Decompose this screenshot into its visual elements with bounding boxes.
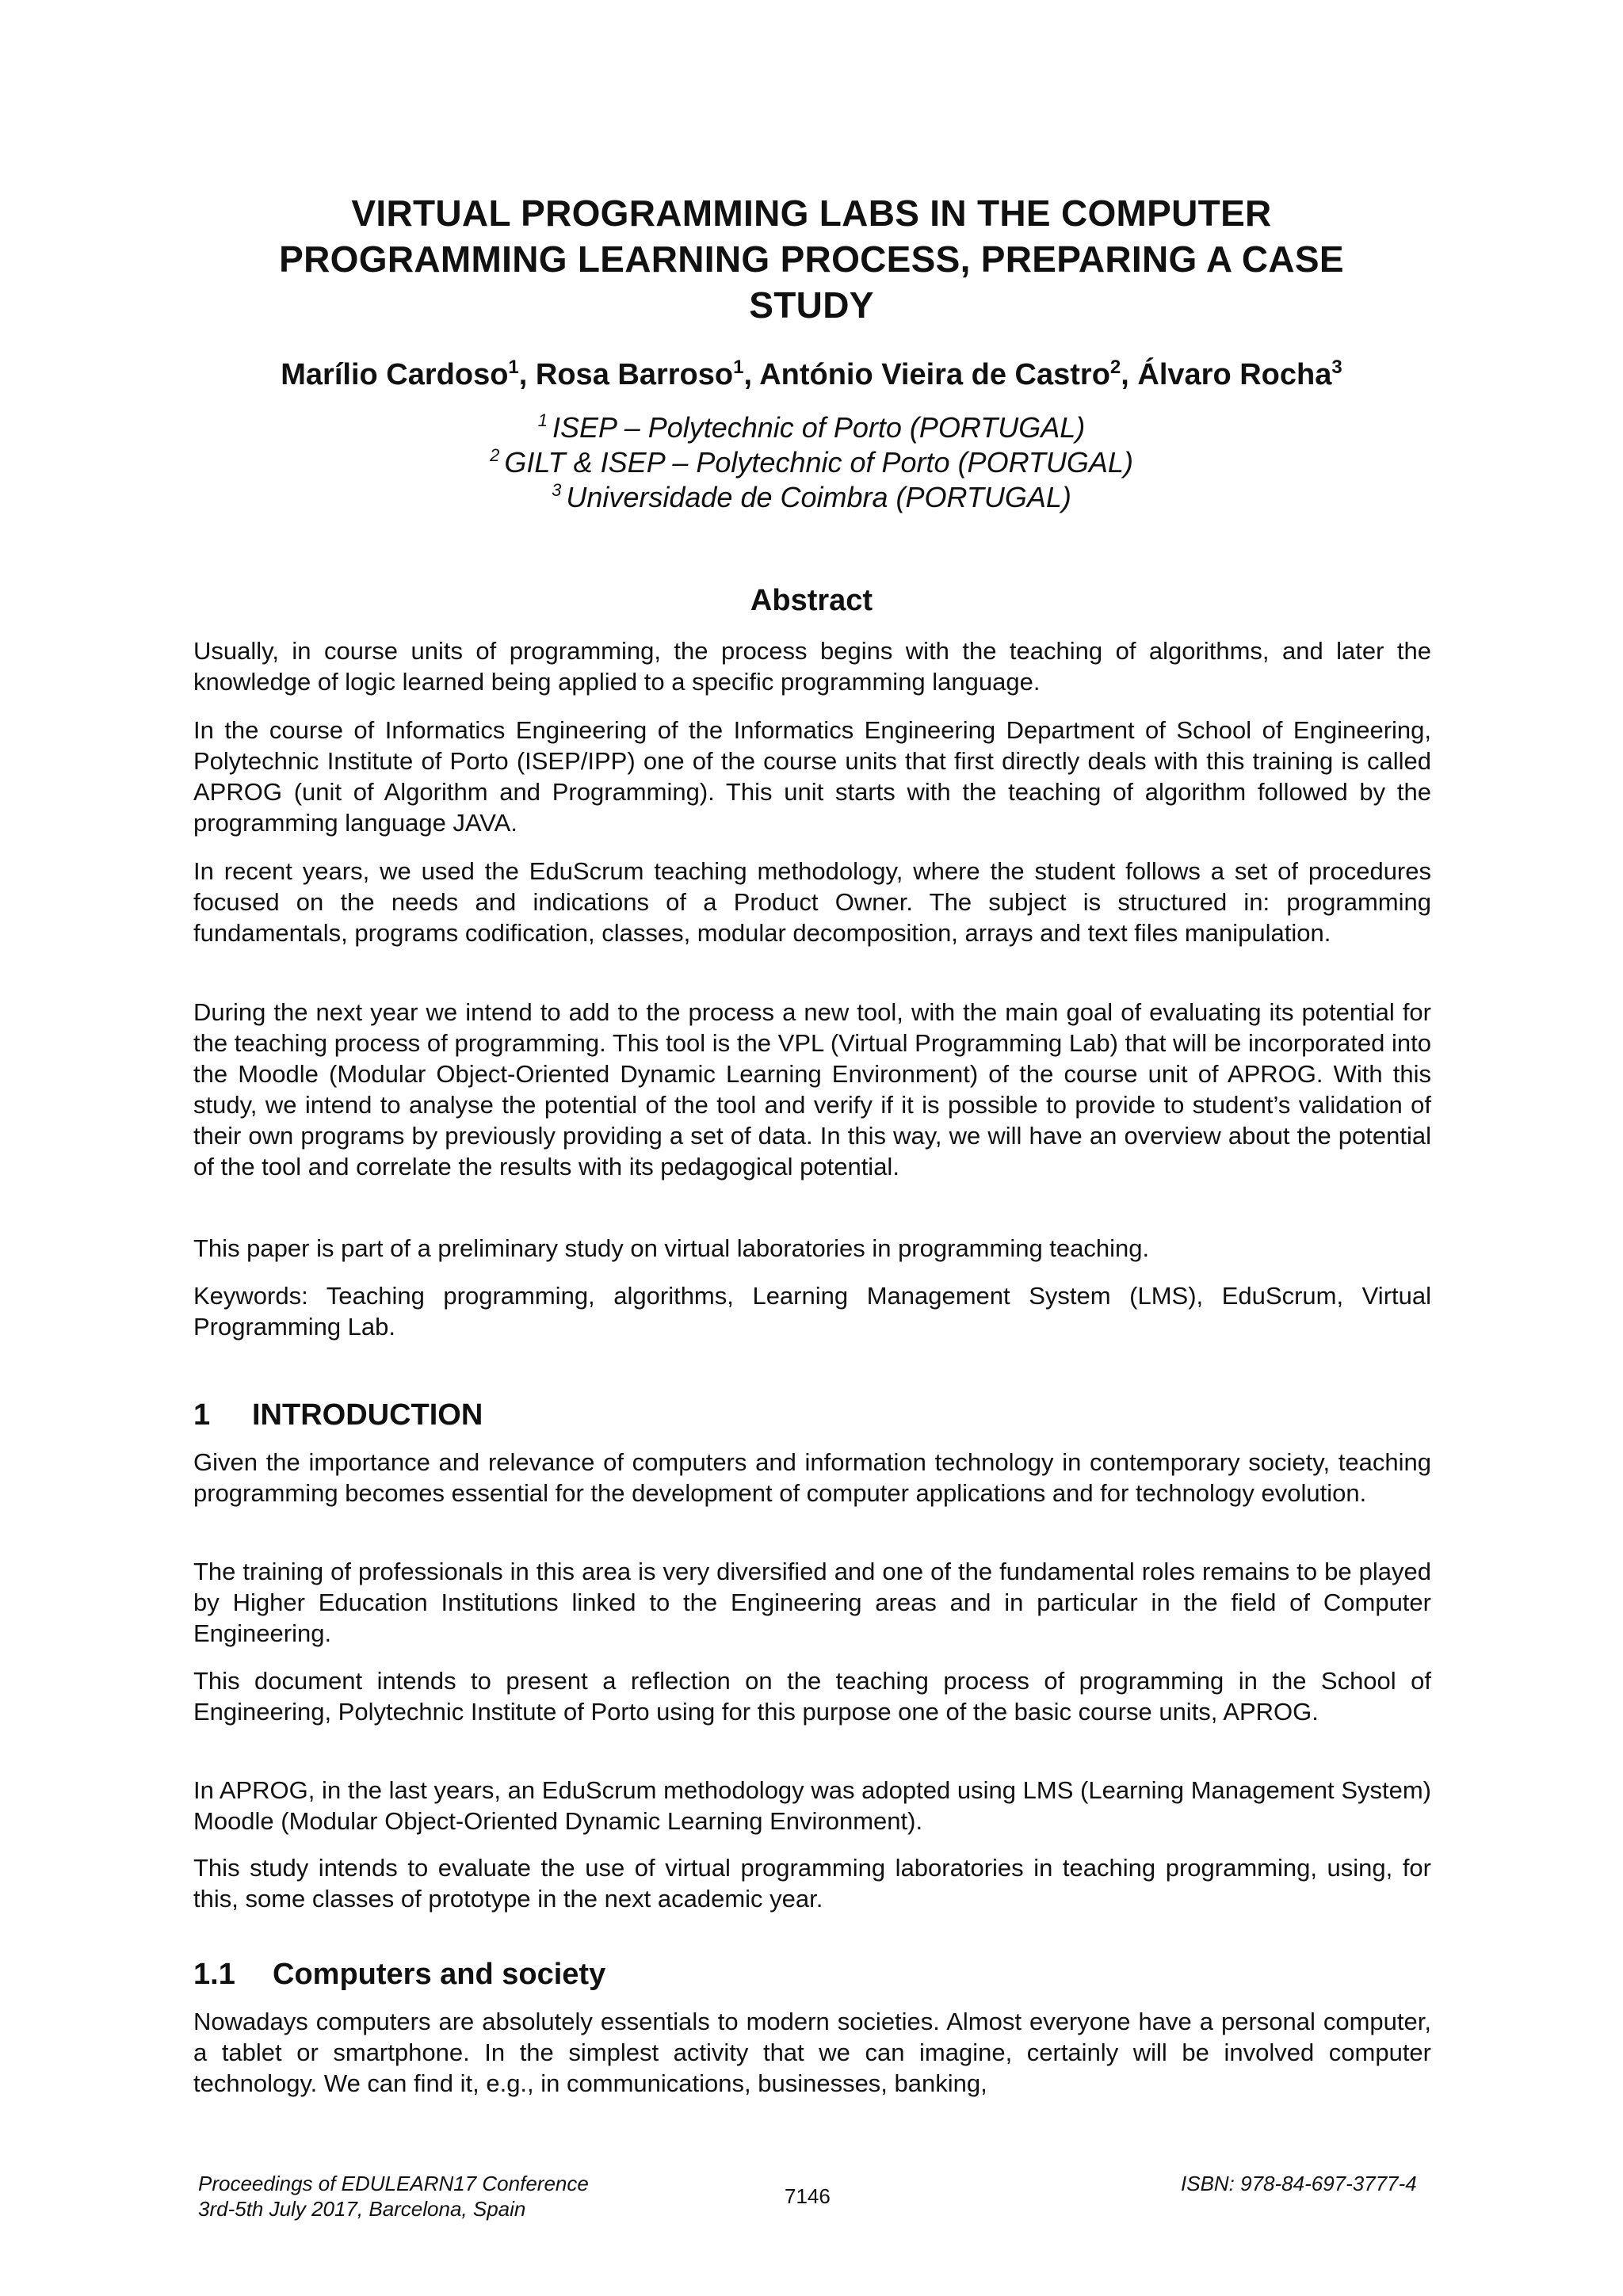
subsection-title: Computers and society [273,1958,606,1991]
subsection-heading [193,1955,605,1993]
affiliation-text: ISEP – Polytechnic of Porto (PORTUGAL) [552,411,1086,444]
footer-proceedings [198,2171,589,2222]
intro-paragraph: This study intends to evaluate the use of virtual programming laboratories in teaching programming, using, for this, some classes of prototype in the next academic year. [193,1854,1431,1913]
author-name: Rosa Barroso [535,358,734,391]
affiliation-list [190,410,1433,515]
abstract-paragraph: In recent years, we used the EduScrum teaching methodology, where the student follows a set of procedures focused on the needs and indications of a Product Owner. The subject is structured in: programming fundamentals, programs codification, classes, modular decomposition, arrays and text files manipulation. [193,857,1431,947]
author-affiliation-mark: 1 [508,357,519,378]
affiliation-text: GILT & ISEP – Polytechnic of Porto (PORTUGAL) [504,446,1133,479]
paper-title [190,190,1433,328]
affiliation-mark: 3 [552,480,562,500]
page-number: 7146 [785,2184,831,2208]
author-affiliation-mark: 2 [1109,357,1121,378]
affiliation-mark: 1 [537,410,548,430]
affiliation [190,410,1433,445]
author-separator: , [1121,358,1138,391]
author-separator: , [743,358,760,391]
affiliation [190,480,1433,515]
title-line: PROGRAMMING LEARNING PROCESS, PREPARING A CASE [279,238,1344,280]
keywords: Keywords: Teaching programming, algorithms, Learning Management System (LMS), EduScrum, Virtual Programming Lab. [193,1282,1431,1341]
abstract-paragraph: In the course of Informatics Engineering of the Informatics Engineering Department of School of Engineering, Polytechnic Institute of Porto (ISEP/IPP) one of the course units that first directly deals with this training is called APROG (unit of Algorithm and Programming). This unit starts with the teaching of algorithm followed by the programming language JAVA. [193,716,1431,837]
affiliation-text: Universidade de Coimbra (PORTUGAL) [566,481,1071,513]
affiliation [190,445,1433,480]
section-number: 1 [193,1398,211,1432]
title-line: VIRTUAL PROGRAMMING LABS IN THE COMPUTER [351,193,1272,234]
author-affiliation-mark: 3 [1331,357,1342,378]
subsection-paragraph: Nowadays computers are absolutely essentials to modern societies. Almost everyone have a personal computer, a tablet or smartphone. In the simplest activity that we can imagine, certainly will be involved computer technology. We can find it, e.g., in communications, businesses, banking, [193,2008,1431,2097]
footer-date-location: 3rd-5th July 2017, Barcelona, Spain [198,2197,526,2221]
author-affiliation-mark: 1 [733,357,744,378]
author-name: Marílio Cardoso [281,358,509,391]
abstract-heading: Abstract [750,584,873,617]
abstract-paragraph: During the next year we intend to add to the process a new tool, with the main goal of evaluating its potential for the teaching process of programming. This tool is the VPL (Virtual Programming Lab) that will be incorporated into the Moodle (Modular Object-Oriented Dynamic Learning Environment) of the course unit of APROG. With this study, we intend to analyse the potential of the tool and verify if it is possible to provide to student’s validation of their own programs by previously providing a set of data. In this way, we will have an overview about the potential of the tool and correlate the results with its pedagogical potential. [193,998,1431,1180]
intro-paragraph: Given the importance and relevance of computers and information technology in contemporary society, teaching programming becomes essential for the development of computer applications and for technology evolution. [193,1448,1431,1507]
abstract-paragraph: This paper is part of a preliminary study on virtual laboratories in programming teaching. [193,1234,1150,1262]
author-separator: , [518,358,536,391]
section-title: INTRODUCTION [252,1398,483,1432]
footer-isbn: ISBN: 978-84-697-3777-4 [1181,2172,1417,2195]
section-heading [193,1396,483,1434]
footer-conference: Proceedings of EDULEARN17 Conference [198,2172,589,2195]
author-list [190,355,1433,395]
abstract-paragraph: Usually, in course units of programming, the process begins with the teaching of algorithms, and later the knowledge of logic learned being applied to a specific programming language. [193,637,1431,696]
author-name: Álvaro Rocha [1137,358,1332,391]
intro-paragraph: In APROG, in the last years, an EduScrum methodology was adopted using LMS (Learning Management System) Moodle (Modular Object-Oriented Dynamic Learning Environment). [193,1776,1431,1835]
affiliation-mark: 2 [490,445,500,465]
title-line: STUDY [749,284,874,326]
intro-paragraph: The training of professionals in this area is very diversified and one of the fundamental roles remains to be played by Higher Education Institutions linked to the Engineering areas and in particular in the field of Computer Engineering. [193,1558,1431,1647]
author-name: António Vieira de Castro [759,358,1110,391]
subsection-number: 1.1 [193,1958,235,1991]
intro-paragraph: This document intends to present a reflection on the teaching process of programming in the School of Engineering, Polytechnic Institute of Porto using for this purpose one of the basic course units, APROG. [193,1667,1431,1726]
